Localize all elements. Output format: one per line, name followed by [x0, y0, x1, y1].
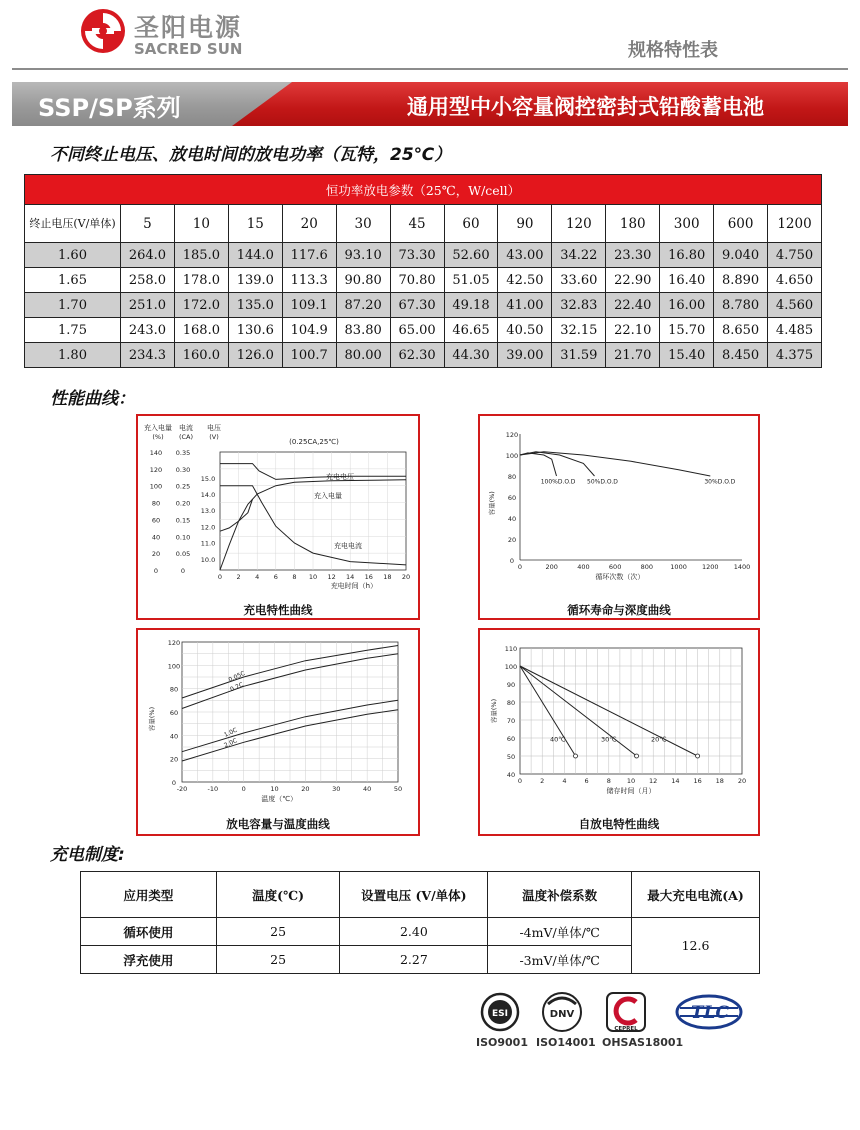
power-value-cell: 264.0	[121, 243, 175, 268]
time-header: 600	[714, 205, 768, 243]
x-tick-label: 8	[292, 573, 297, 581]
x-tick-label: 800	[640, 563, 654, 571]
self-discharge-panel	[478, 628, 760, 836]
power-value-cell: 9.040	[714, 243, 768, 268]
time-header: 10	[174, 205, 228, 243]
y-tick-label: 50	[506, 753, 516, 761]
y-tick-label: 80	[507, 473, 517, 481]
curve-40c-label: 40℃	[549, 735, 566, 744]
y-tick-label: 0	[509, 557, 515, 565]
power-value-cell: 234.3	[121, 343, 175, 368]
power-value-cell: 8.890	[714, 268, 768, 293]
axis-head-label: 充入电量	[144, 424, 172, 432]
x-tick-label: 10	[626, 777, 636, 785]
col-header-compensation: 温度补偿系数	[488, 872, 632, 918]
power-value-cell: 130.6	[228, 318, 282, 343]
y-tick-label: 20	[169, 755, 179, 764]
application-type: 循环使用	[81, 918, 217, 946]
y-tick-label: 12.0	[200, 523, 216, 532]
power-value-cell: 243.0	[121, 318, 175, 343]
x-tick-label: 600	[608, 563, 622, 571]
power-table-row	[25, 293, 822, 318]
y-tick-label: 100	[149, 482, 163, 491]
curve-20c-label: 20℃	[650, 735, 667, 744]
curves-section-title: 性能曲线：	[50, 389, 135, 409]
x-tick-label: 0	[241, 785, 246, 793]
y-tick-label: 40	[151, 533, 161, 542]
brand-name-cn: 圣阳电源	[134, 13, 243, 42]
y-tick-label: 80	[151, 499, 161, 508]
tlc-cert-mark: TLC	[690, 1003, 730, 1023]
x-axis-label: 循环次数（次）	[595, 573, 645, 581]
power-table-header-row	[25, 205, 822, 243]
x-tick-label: 8	[606, 777, 611, 785]
power-value-cell: 39.00	[498, 343, 552, 368]
power-table-row	[25, 243, 822, 268]
x-tick-label: 2	[236, 573, 241, 581]
max-current-value: 12.6	[632, 918, 760, 974]
ohsas18001-cert-icon	[604, 990, 648, 1034]
power-value-cell: 139.0	[228, 268, 282, 293]
power-value-cell: 172.0	[174, 293, 228, 318]
time-header: 180	[606, 205, 660, 243]
power-value-cell: 23.30	[606, 243, 660, 268]
y-tick-label: 13.0	[200, 507, 216, 516]
power-value-cell: 93.10	[336, 243, 390, 268]
x-tick-label: 18	[383, 573, 392, 581]
col-header-type: 应用类型	[81, 872, 217, 918]
y-tick-label: 120	[167, 639, 181, 647]
power-value-cell: 87.20	[336, 293, 390, 318]
x-tick-label: 4	[255, 573, 260, 581]
time-header: 60	[444, 205, 498, 243]
y-tick-label: 0	[153, 567, 159, 575]
x-tick-label: 14	[346, 573, 355, 581]
cert-label-ohsas18001: OHSAS18001	[602, 1036, 684, 1049]
title-banner	[12, 82, 848, 126]
x-tick-label: -10	[207, 785, 219, 793]
y-tick-label: 14.0	[200, 491, 216, 500]
power-value-cell: 168.0	[174, 318, 228, 343]
cert-label-iso14001: ISO14001	[536, 1036, 596, 1049]
y-tick-label: 40	[506, 771, 516, 779]
x-tick-label: 12	[327, 573, 336, 581]
axis-unit-label: (CA)	[178, 433, 194, 441]
curve-30c-end-point	[635, 754, 639, 758]
power-value-cell: 16.80	[660, 243, 714, 268]
end-voltage-cell: 1.65	[25, 268, 121, 293]
power-value-cell: 258.0	[121, 268, 175, 293]
x-tick-label: -20	[176, 785, 188, 793]
x-tick-label: 2	[540, 777, 545, 785]
power-value-cell: 15.70	[660, 318, 714, 343]
power-value-cell: 4.750	[768, 243, 822, 268]
iso9001-cert-icon	[480, 990, 520, 1034]
power-table-body	[25, 243, 822, 368]
brand-logo	[78, 6, 258, 60]
power-value-cell: 43.00	[498, 243, 552, 268]
power-value-cell: 83.80	[336, 318, 390, 343]
power-value-cell: 52.60	[444, 243, 498, 268]
y-axis-label: 容量(%)	[490, 698, 498, 724]
x-tick-label: 20	[737, 777, 747, 785]
x-tick-label: 16	[693, 777, 702, 785]
curve-40c-end-point	[574, 754, 578, 758]
power-value-cell: 46.65	[444, 318, 498, 343]
x-axis-label: 温度（℃）	[261, 795, 298, 803]
x-tick-label: 400	[577, 563, 590, 571]
x-tick-label: 40	[363, 785, 372, 793]
dod30-curve	[520, 452, 710, 476]
time-header: 300	[660, 205, 714, 243]
x-tick-label: 16	[364, 573, 373, 581]
curve-30c	[520, 666, 637, 756]
end-voltage-cell: 1.75	[25, 318, 121, 343]
time-header: 1200	[768, 205, 822, 243]
voltage-curve-label: 充电电压	[326, 473, 354, 481]
time-header: 15	[228, 205, 282, 243]
power-value-cell: 32.83	[552, 293, 606, 318]
power-value-cell: 16.40	[660, 268, 714, 293]
voltage-value: 2.27	[340, 946, 488, 974]
y-tick-label: 80	[506, 699, 516, 707]
power-value-cell: 113.3	[282, 268, 336, 293]
dod50-label: 50%D.O.D	[587, 478, 618, 486]
application-type: 浮充使用	[81, 946, 217, 974]
time-header: 5	[121, 205, 175, 243]
y-tick-label: 20	[507, 536, 517, 544]
charge-curve-panel	[136, 414, 420, 620]
power-value-cell: 70.80	[390, 268, 444, 293]
power-table	[24, 174, 822, 368]
voltage-column-header: 终止电压(V/单体)	[25, 205, 121, 243]
power-value-cell: 31.59	[552, 343, 606, 368]
power-value-cell: 126.0	[228, 343, 282, 368]
y-tick-label: 90	[506, 681, 516, 689]
x-tick-label: 0	[217, 573, 223, 581]
power-value-cell: 160.0	[174, 343, 228, 368]
end-voltage-cell: 1.60	[25, 243, 121, 268]
cert-label-iso9001: ISO9001	[476, 1036, 528, 1049]
y-tick-label: 40	[507, 515, 517, 523]
power-value-cell: 21.70	[606, 343, 660, 368]
current-curve-label: 充电电流	[334, 542, 362, 550]
power-table-row	[25, 343, 822, 368]
power-table-title-row	[25, 175, 822, 205]
compensation-value: -3mV/单体/℃	[488, 946, 632, 974]
x-tick-label: 10	[270, 785, 279, 793]
x-axis-label: 储存时间（月）	[606, 787, 656, 795]
power-table-row	[25, 268, 822, 293]
power-value-cell: 32.15	[552, 318, 606, 343]
charge-table-header-row	[81, 872, 760, 918]
charge-section-title: 充电制度:	[50, 845, 125, 865]
curve-30c-label: 30℃	[601, 735, 617, 744]
y-tick-label: 0.30	[175, 465, 191, 474]
power-value-cell: 67.30	[390, 293, 444, 318]
temperature-value: 25	[216, 946, 340, 974]
y-tick-label: 10.0	[200, 555, 216, 564]
curve-20c-end-point	[696, 754, 700, 758]
tlc-cert-icon	[674, 990, 744, 1034]
power-value-cell: 109.1	[282, 293, 336, 318]
curve-0-05c-label: 0.05C	[227, 669, 247, 684]
cycle-life-caption: 循环寿命与深度曲线	[567, 603, 671, 617]
x-tick-label: 50	[393, 785, 403, 793]
col-header-max-current: 最大充电电流(A)	[632, 872, 760, 918]
brand-name-en: SACRED SUN	[134, 40, 243, 58]
x-tick-label: 0	[517, 777, 523, 785]
col-header-temp: 温度(℃)	[216, 872, 340, 918]
power-value-cell: 117.6	[282, 243, 336, 268]
ohsas18001-cert-mark: CEPREL	[614, 1026, 638, 1032]
dod100-label: 100%D.O.D	[540, 478, 576, 486]
power-table-row	[25, 318, 822, 343]
time-header: 20	[282, 205, 336, 243]
temp-capacity-caption: 放电容量与温度曲线	[226, 817, 330, 831]
power-value-cell: 62.30	[390, 343, 444, 368]
x-tick-label: 200	[545, 563, 558, 571]
temp-capacity-panel	[136, 628, 420, 836]
power-value-cell: 41.00	[498, 293, 552, 318]
power-value-cell: 49.18	[444, 293, 498, 318]
power-value-cell: 22.40	[606, 293, 660, 318]
y-tick-label: 0.35	[175, 449, 191, 457]
curve-2-0c-label: 2.0C	[223, 737, 239, 750]
sacred-sun-logo-icon	[78, 6, 128, 56]
y-tick-label: 100	[504, 663, 518, 671]
x-tick-label: 20	[401, 573, 411, 581]
y-tick-label: 120	[149, 465, 163, 474]
y-tick-label: 70	[506, 717, 516, 725]
cycle-life-panel	[478, 414, 760, 620]
charge-table-row	[81, 918, 760, 946]
power-value-cell: 8.780	[714, 293, 768, 318]
power-value-cell: 73.30	[390, 243, 444, 268]
x-tick-label: 20	[301, 785, 310, 793]
y-tick-label: 40	[169, 732, 179, 741]
x-tick-label: 30	[332, 785, 341, 793]
x-tick-label: 10	[308, 573, 318, 581]
power-value-cell: 16.00	[660, 293, 714, 318]
power-section-title: 不同终止电压、放电时间的放电功率（瓦特，25℃）	[50, 145, 452, 165]
x-tick-label: 6	[584, 777, 589, 785]
power-value-cell: 22.10	[606, 318, 660, 343]
y-tick-label: 0.10	[175, 533, 191, 542]
axis-head-label: 电流	[179, 424, 193, 432]
power-value-cell: 135.0	[228, 293, 282, 318]
power-value-cell: 4.485	[768, 318, 822, 343]
power-value-cell: 4.650	[768, 268, 822, 293]
dod100-curve	[520, 453, 557, 476]
power-value-cell: 80.00	[336, 343, 390, 368]
power-value-cell: 8.450	[714, 343, 768, 368]
iso14001-cert-mark: DNV	[549, 1009, 575, 1020]
capacity-curve-label: 充入电量	[314, 492, 342, 500]
y-tick-label: 100	[505, 452, 519, 460]
power-value-cell: 40.50	[498, 318, 552, 343]
power-value-cell: 4.560	[768, 293, 822, 318]
end-voltage-cell: 1.70	[25, 293, 121, 318]
y-tick-label: 110	[504, 645, 518, 653]
y-tick-label: 0.05	[175, 550, 191, 559]
x-tick-label: 1200	[702, 563, 719, 571]
power-value-cell: 90.80	[336, 268, 390, 293]
col-header-voltage: 设置电压 (V/单体)	[340, 872, 488, 918]
axis-head-label: 电压	[207, 424, 221, 432]
iso9001-cert-mark: ESI	[492, 1009, 508, 1019]
series-title: SSP/SP系列	[38, 94, 181, 122]
charge-table	[80, 871, 760, 974]
x-tick-label: 1400	[733, 563, 751, 571]
voltage-value: 2.40	[340, 918, 488, 946]
product-title: 通用型中小容量阀控密封式铅酸蓄电池	[407, 95, 764, 119]
power-value-cell: 104.9	[282, 318, 336, 343]
self-discharge-chart	[480, 630, 758, 834]
power-value-cell: 100.7	[282, 343, 336, 368]
x-tick-label: 18	[715, 777, 724, 785]
x-tick-label: 14	[671, 777, 680, 785]
power-value-cell: 15.40	[660, 343, 714, 368]
end-voltage-cell: 1.80	[25, 343, 121, 368]
y-tick-label: 0.15	[175, 516, 191, 525]
time-header: 90	[498, 205, 552, 243]
y-tick-label: 0.20	[175, 499, 191, 508]
x-tick-label: 4	[562, 777, 567, 785]
y-axis-label: 容量(%)	[148, 706, 156, 732]
y-tick-label: 11.0	[200, 539, 216, 548]
power-value-cell: 22.90	[606, 268, 660, 293]
dod30-label: 30%D.O.D	[704, 478, 736, 486]
y-tick-label: 120	[505, 431, 519, 439]
curve-40c	[520, 666, 576, 756]
power-value-cell: 51.05	[444, 268, 498, 293]
power-value-cell: 42.50	[498, 268, 552, 293]
time-header: 30	[336, 205, 390, 243]
power-value-cell: 34.22	[552, 243, 606, 268]
x-axis-label: 充电时间（h）	[330, 582, 378, 590]
y-tick-label: 0	[171, 779, 177, 787]
power-value-cell: 4.375	[768, 343, 822, 368]
y-tick-label: 20	[151, 550, 161, 559]
x-tick-label: 0	[517, 563, 523, 571]
time-header: 120	[552, 205, 606, 243]
y-tick-label: 80	[169, 685, 179, 694]
document-type: 规格特性表	[628, 40, 718, 61]
self-discharge-caption: 自放电特性曲线	[578, 817, 660, 831]
power-value-cell: 8.650	[714, 318, 768, 343]
y-tick-label: 0.25	[175, 482, 191, 491]
power-value-cell: 144.0	[228, 243, 282, 268]
cycle-life-chart	[480, 416, 758, 618]
charge-condition-label: (0.25CA,25℃)	[289, 438, 339, 446]
power-value-cell: 65.00	[390, 318, 444, 343]
y-tick-label: 60	[151, 516, 161, 525]
x-tick-label: 1000	[670, 563, 687, 571]
certification-logos	[476, 990, 756, 1052]
power-value-cell: 33.60	[552, 268, 606, 293]
power-value-cell: 44.30	[444, 343, 498, 368]
axis-unit-label: (V)	[209, 433, 219, 441]
power-value-cell: 185.0	[174, 243, 228, 268]
temperature-value: 25	[216, 918, 340, 946]
y-tick-label: 60	[506, 735, 516, 743]
power-value-cell: 251.0	[121, 293, 175, 318]
x-tick-label: 6	[273, 573, 278, 581]
charge-curve-caption: 充电特性曲线	[243, 603, 313, 617]
axis-unit-label: (%)	[152, 433, 164, 441]
power-table-title: 恒功率放电参数（25℃，W/cell）	[25, 175, 822, 205]
y-tick-label: 60	[507, 494, 517, 502]
y-tick-label: 15.0	[200, 474, 216, 483]
power-value-cell: 178.0	[174, 268, 228, 293]
curve-0-2c-label: 0.2C	[229, 681, 245, 694]
x-tick-label: 12	[649, 777, 658, 785]
y-tick-label: 100	[167, 662, 181, 671]
charge-curve-chart	[138, 416, 418, 618]
header-divider	[12, 68, 848, 70]
iso14001-cert-icon	[540, 990, 584, 1034]
temp-capacity-chart	[138, 630, 418, 834]
page-header	[0, 0, 860, 70]
curve-1-0c-label: 1.0C	[223, 726, 239, 739]
y-axis-label: 容量(%)	[488, 491, 496, 516]
compensation-value: -4mV/单体/℃	[488, 918, 632, 946]
time-header: 45	[390, 205, 444, 243]
y-tick-label: 140	[149, 449, 163, 457]
y-tick-label: 60	[169, 709, 179, 717]
y-tick-label: 0	[180, 567, 186, 575]
